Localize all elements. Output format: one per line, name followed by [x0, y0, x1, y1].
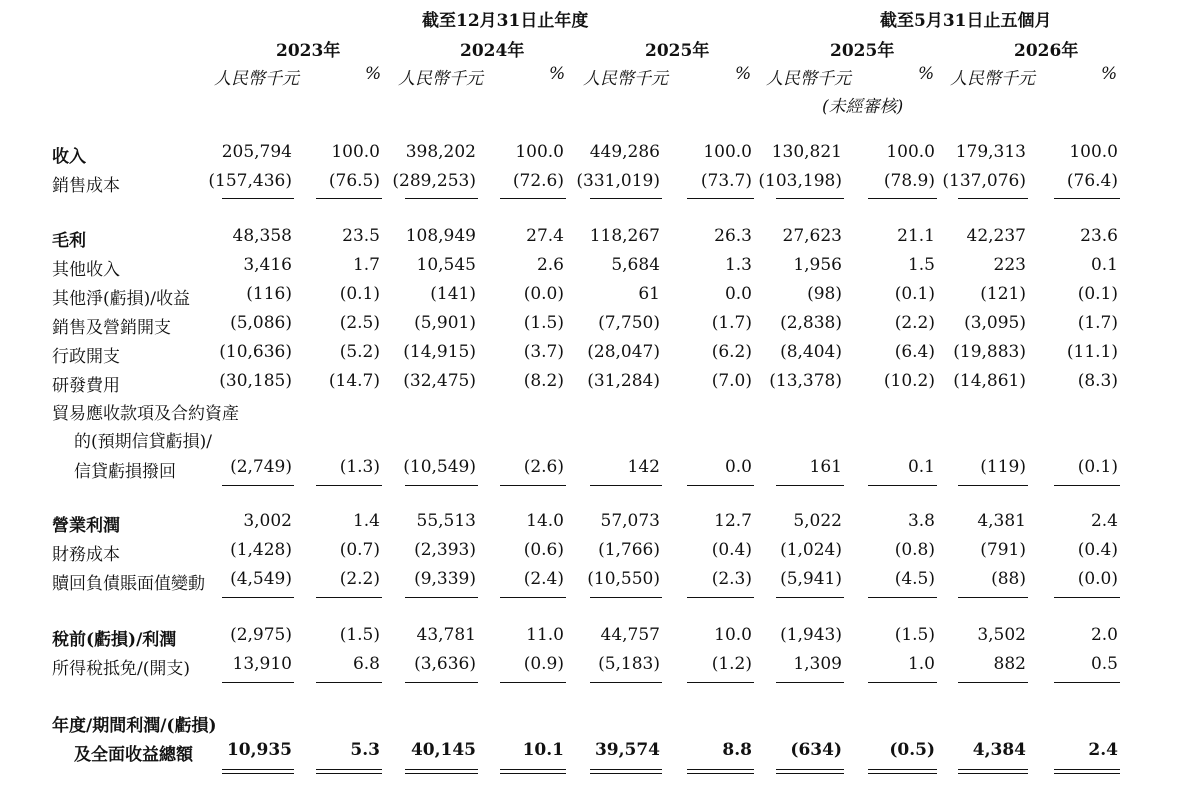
table-cell: 108,949 [405, 226, 476, 246]
subtotal-rule [868, 597, 937, 598]
group-header-fiscal-year: 截至12月31日止年度 [422, 11, 589, 31]
table-cell: 3,502 [977, 625, 1026, 645]
subtotal-rule [1054, 682, 1120, 683]
table-cell: (7.0) [711, 371, 752, 391]
table-cell: 161 [809, 457, 842, 477]
table-cell: (289,253) [392, 171, 476, 191]
table-cell: (8.2) [523, 371, 564, 391]
unit-pct-2023: % [365, 64, 382, 84]
table-cell: (1.7) [711, 313, 752, 333]
table-cell: (78.9) [883, 171, 935, 191]
table-cell: 4,381 [977, 511, 1026, 531]
row-label-finance-costs: 財務成本 [52, 545, 120, 565]
unit-pct-2026-5m: % [1101, 64, 1118, 84]
row-label-cost-of-sales: 銷售成本 [52, 176, 120, 196]
table-cell: (121) [980, 284, 1026, 304]
table-cell: 14.0 [526, 511, 564, 531]
subtotal-rule [776, 485, 844, 486]
table-cell: (3.7) [523, 342, 564, 362]
total-double-rule [776, 769, 844, 774]
table-cell: (76.5) [328, 171, 380, 191]
subtotal-rule [405, 485, 478, 486]
table-cell: (4.5) [894, 569, 935, 589]
table-cell: (2.3) [711, 569, 752, 589]
table-cell: (14,861) [953, 371, 1026, 391]
table-cell: 5,022 [793, 511, 842, 531]
unit-rmb-2026-5m: 人民幣千元 [950, 69, 1035, 89]
table-cell: (8,404) [780, 342, 842, 362]
subtotal-rule [958, 485, 1028, 486]
table-cell: 43,781 [416, 625, 476, 645]
subtotal-rule [590, 198, 662, 199]
table-cell: 42,237 [966, 226, 1026, 246]
table-cell: (14.7) [328, 371, 380, 391]
subtotal-rule [1054, 198, 1120, 199]
table-cell: 27,623 [782, 226, 842, 246]
table-cell: 21.1 [897, 226, 935, 246]
total-double-rule [500, 769, 566, 774]
table-cell: 55,513 [416, 511, 476, 531]
table-cell: 57,073 [600, 511, 660, 531]
table-cell: (1.2) [711, 654, 752, 674]
table-cell: (76.4) [1066, 171, 1118, 191]
table-cell: (19,883) [953, 342, 1026, 362]
row-label-redemption-liability: 贖回負債賬面值變動 [52, 574, 205, 594]
table-cell: (14,915) [403, 342, 476, 362]
subtotal-rule [316, 198, 382, 199]
table-cell: 61 [638, 284, 660, 304]
table-cell: 23.6 [1080, 226, 1118, 246]
table-cell: 10.0 [714, 625, 752, 645]
total-double-rule [1054, 769, 1120, 774]
total-double-rule [222, 769, 294, 774]
table-cell: (5.2) [339, 342, 380, 362]
subtotal-rule [500, 485, 566, 486]
table-cell: 100.0 [886, 142, 935, 162]
table-cell: 100.0 [1069, 142, 1118, 162]
table-cell: (10,549) [403, 457, 476, 477]
table-cell: 100.0 [515, 142, 564, 162]
table-cell: (13,378) [769, 371, 842, 391]
table-cell: (0.1) [339, 284, 380, 304]
table-cell: (5,901) [414, 313, 476, 333]
subtotal-rule [687, 485, 754, 486]
subtotal-rule [405, 198, 478, 199]
table-cell: (0.8) [894, 540, 935, 560]
table-cell: (5,086) [230, 313, 292, 333]
table-cell: 2.4 [1088, 740, 1118, 760]
subtotal-rule [500, 198, 566, 199]
subtotal-rule [222, 485, 294, 486]
subtotal-rule [687, 682, 754, 683]
subtotal-rule [958, 682, 1028, 683]
table-cell: 1.3 [724, 255, 752, 275]
subtotal-rule [500, 682, 566, 683]
table-cell: (0.1) [1077, 284, 1118, 304]
total-double-rule [316, 769, 382, 774]
table-cell: 3,416 [243, 255, 292, 275]
table-cell: (30,185) [219, 371, 292, 391]
row-label-net-profit-line1: 年度/期間利潤/(虧損) [52, 716, 217, 736]
table-cell: 5.3 [350, 740, 380, 760]
table-cell: 0.0 [724, 457, 752, 477]
unit-pct-2025-5m: % [918, 64, 935, 84]
table-cell: (0.9) [523, 654, 564, 674]
table-cell: 3,002 [243, 511, 292, 531]
table-cell: 4,384 [972, 740, 1026, 760]
table-cell: 449,286 [589, 142, 660, 162]
table-cell: 12.7 [714, 511, 752, 531]
table-cell: (72.6) [512, 171, 564, 191]
table-cell: 27.4 [526, 226, 564, 246]
table-cell: 44,757 [600, 625, 660, 645]
table-cell: 1.5 [907, 255, 935, 275]
subtotal-rule [222, 682, 294, 683]
table-cell: (6.4) [894, 342, 935, 362]
table-cell: (1,943) [780, 625, 842, 645]
unit-rmb-2024: 人民幣千元 [398, 69, 483, 89]
table-cell: (103,198) [758, 171, 842, 191]
total-double-rule [687, 769, 754, 774]
table-cell: (10.2) [883, 371, 935, 391]
table-cell: (2,749) [230, 457, 292, 477]
table-cell: (5,183) [598, 654, 660, 674]
subtotal-rule [958, 198, 1028, 199]
table-cell: (3,636) [414, 654, 476, 674]
table-cell: 882 [993, 654, 1026, 674]
row-label-credit-loss-line1: 貿易應收款項及合約資產 [52, 404, 239, 424]
table-cell: (1.7) [1077, 313, 1118, 333]
table-cell: (119) [980, 457, 1026, 477]
table-cell: (0.6) [523, 540, 564, 560]
table-cell: (2,975) [230, 625, 292, 645]
subtotal-rule [868, 682, 937, 683]
unit-pct-2024: % [549, 64, 566, 84]
unaudited-note: (未經審核) [822, 97, 904, 117]
table-cell: (73.7) [700, 171, 752, 191]
table-cell: 2.4 [1090, 511, 1118, 531]
subtotal-rule [590, 597, 662, 598]
table-cell: (2.4) [523, 569, 564, 589]
row-label-selling-expenses: 銷售及營銷開支 [52, 318, 171, 338]
table-cell: 0.5 [1090, 654, 1118, 674]
row-label-credit-loss-line2: 的(預期信貸虧損)/ [74, 432, 212, 452]
table-cell: (0.0) [1077, 569, 1118, 589]
table-cell: 223 [993, 255, 1026, 275]
table-cell: 10,935 [226, 740, 292, 760]
table-cell: (2.5) [339, 313, 380, 333]
table-cell: (88) [991, 569, 1026, 589]
unit-rmb-2025-5m: 人民幣千元 [766, 69, 851, 89]
table-cell: (28,047) [587, 342, 660, 362]
table-cell: 1.7 [352, 255, 380, 275]
subtotal-rule [405, 682, 478, 683]
table-cell: 100.0 [703, 142, 752, 162]
table-cell: (7,750) [598, 313, 660, 333]
table-cell: 398,202 [405, 142, 476, 162]
subtotal-rule [776, 597, 844, 598]
table-cell: (1.5) [339, 625, 380, 645]
table-cell: (0.4) [711, 540, 752, 560]
table-cell: (2,393) [414, 540, 476, 560]
table-cell: (2.2) [894, 313, 935, 333]
table-cell: 130,821 [771, 142, 842, 162]
table-cell: 1.0 [907, 654, 935, 674]
table-cell: 11.0 [526, 625, 564, 645]
subtotal-rule [316, 597, 382, 598]
table-cell: 179,313 [955, 142, 1026, 162]
total-double-rule [958, 769, 1028, 774]
subtotal-rule [1054, 597, 1120, 598]
table-cell: 0.0 [724, 284, 752, 304]
row-label-pretax-profit: 稅前(虧損)/利潤 [52, 630, 177, 650]
total-double-rule [868, 769, 937, 774]
row-label-operating-profit: 營業利潤 [52, 516, 120, 536]
row-label-rnd-expenses: 研發費用 [52, 376, 120, 396]
table-cell: (0.1) [894, 284, 935, 304]
table-cell: 1,309 [793, 654, 842, 674]
table-cell: (0.5) [889, 740, 935, 760]
table-cell: 0.1 [1090, 255, 1118, 275]
table-cell: 3.8 [907, 511, 935, 531]
row-label-gross-profit: 毛利 [52, 231, 86, 251]
subtotal-rule [1054, 485, 1120, 486]
row-label-revenue: 收入 [52, 147, 86, 167]
subtotal-rule [868, 485, 937, 486]
subtotal-rule [405, 597, 478, 598]
table-cell: 142 [627, 457, 660, 477]
subtotal-rule [500, 597, 566, 598]
table-cell: (1,766) [598, 540, 660, 560]
table-cell: 1.4 [352, 511, 380, 531]
table-cell: (1,428) [230, 540, 292, 560]
table-cell: (10,636) [219, 342, 292, 362]
table-cell: (116) [246, 284, 292, 304]
table-cell: (0.4) [1077, 540, 1118, 560]
total-double-rule [590, 769, 662, 774]
table-cell: (32,475) [403, 371, 476, 391]
row-label-net-profit-line2: 及全面收益總額 [74, 745, 193, 765]
subtotal-rule [222, 597, 294, 598]
table-cell: (11.1) [1066, 342, 1118, 362]
table-cell: (791) [980, 540, 1026, 560]
table-cell: (98) [807, 284, 842, 304]
table-cell: (0.0) [523, 284, 564, 304]
row-label-credit-loss-line3: 信貸虧損撥回 [74, 462, 176, 482]
table-cell: (8.3) [1077, 371, 1118, 391]
table-cell: 39,574 [594, 740, 660, 760]
table-cell: (157,436) [208, 171, 292, 191]
table-cell: 10.1 [522, 740, 564, 760]
row-label-admin-expenses: 行政開支 [52, 347, 120, 367]
table-cell: (2,838) [780, 313, 842, 333]
year-header-2025-5m: 2025年 [830, 41, 895, 61]
table-cell: (6.2) [711, 342, 752, 362]
subtotal-rule [687, 198, 754, 199]
table-cell: (0.7) [339, 540, 380, 560]
table-cell: 205,794 [221, 142, 292, 162]
table-cell: 23.5 [342, 226, 380, 246]
subtotal-rule [776, 682, 844, 683]
table-cell: (9,339) [414, 569, 476, 589]
table-cell: 13,910 [232, 654, 292, 674]
table-cell: 0.1 [907, 457, 935, 477]
table-cell: (3,095) [964, 313, 1026, 333]
table-cell: 8.8 [722, 740, 752, 760]
table-cell: 6.8 [352, 654, 380, 674]
row-label-other-net-loss-gain: 其他淨(虧損)/收益 [52, 289, 190, 309]
table-cell: 1,956 [793, 255, 842, 275]
table-cell: (2.6) [523, 457, 564, 477]
table-cell: (634) [790, 740, 842, 760]
table-cell: 2.0 [1090, 625, 1118, 645]
subtotal-rule [316, 485, 382, 486]
subtotal-rule [687, 597, 754, 598]
table-cell: 10,545 [416, 255, 476, 275]
year-header-2025: 2025年 [645, 41, 710, 61]
subtotal-rule [316, 682, 382, 683]
table-cell: 100.0 [331, 142, 380, 162]
subtotal-rule [868, 198, 937, 199]
table-cell: 40,145 [410, 740, 476, 760]
table-cell: (0.1) [1077, 457, 1118, 477]
table-cell: (10,550) [587, 569, 660, 589]
table-cell: (1,024) [780, 540, 842, 560]
year-header-2023: 2023年 [276, 41, 341, 61]
subtotal-rule [590, 682, 662, 683]
subtotal-rule [222, 198, 294, 199]
year-header-2026-5m: 2026年 [1014, 41, 1079, 61]
subtotal-rule [590, 485, 662, 486]
table-cell: (137,076) [942, 171, 1026, 191]
unit-rmb-2023: 人民幣千元 [214, 69, 299, 89]
year-header-2024: 2024年 [460, 41, 525, 61]
table-cell: (5,941) [780, 569, 842, 589]
group-header-five-months: 截至5月31日止五個月 [880, 11, 1052, 31]
table-cell: (4,549) [230, 569, 292, 589]
table-cell: 48,358 [232, 226, 292, 246]
table-cell: (31,284) [587, 371, 660, 391]
table-cell: (1.3) [339, 457, 380, 477]
table-cell: 26.3 [714, 226, 752, 246]
subtotal-rule [958, 597, 1028, 598]
row-label-other-income: 其他收入 [52, 260, 120, 280]
table-cell: (1.5) [523, 313, 564, 333]
table-cell: (141) [430, 284, 476, 304]
table-cell: 118,267 [589, 226, 660, 246]
table-cell: (2.2) [339, 569, 380, 589]
total-double-rule [405, 769, 478, 774]
row-label-income-tax: 所得稅抵免/(開支) [52, 659, 190, 679]
subtotal-rule [776, 198, 844, 199]
table-cell: 2.6 [536, 255, 564, 275]
table-cell: (1.5) [894, 625, 935, 645]
table-cell: 5,684 [611, 255, 660, 275]
unit-pct-2025: % [735, 64, 752, 84]
unit-rmb-2025: 人民幣千元 [583, 69, 668, 89]
table-cell: (331,019) [576, 171, 660, 191]
